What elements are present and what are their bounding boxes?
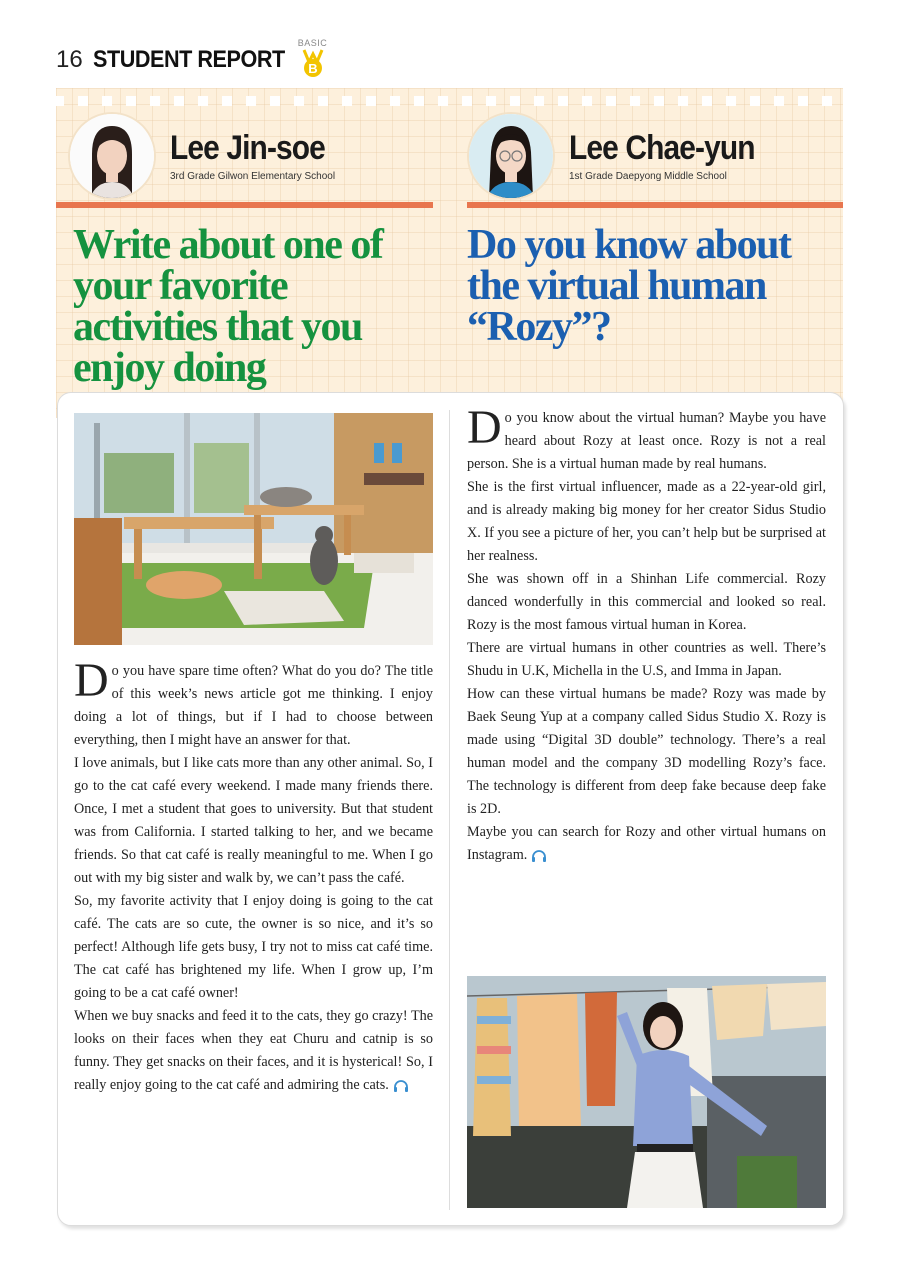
right-rule [467,202,843,208]
badge-label: BASIC [297,38,328,48]
right-paragraph-1: Do you know about the virtual human? Maybe you have heard about Rozy at least once. Rozy is not a real person. She is a virtual human made by real humans. [467,401,826,472]
page-number: 16 [56,46,83,73]
left-paragraph-1: Do you have spare time often? What do you do? The title of this week’s news article got me thinking. I enjoy doing a lot of things, but if I had to choose between everything, then I might have an answer for that. [74,654,433,748]
right-paragraph-3: She was shown off in a Shinhan Life commercial. Rozy danced wonderfully in this commercial and looked so real. Rozy is the most famous virtual human in Korea. [467,571,826,633]
cat-cafe-photo [74,413,433,645]
svg-text:B: B [308,61,318,76]
right-paragraph-5: How can these virtual humans be made? Rozy was made by Baek Seung Yup at a company called Sidus Studio X. Rozy is made using “Digital 3D double” technology. There’s a real human model and the company 3D modelling Rozy’s face. The technology is different from deep fake because deep fake is 2D. [467,686,826,817]
right-paragraph-4: There are virtual humans in other countries as well. There’s Shudu in U.K, Michella in the U.S, and Imma in Japan. [467,640,826,679]
rozy-photo [467,976,826,1208]
left-paragraph-2: I love animals, but I like cats more than any other animal. So, I go to the cat café every weekend. I made many friends there. Once, I met a student that goes to university. But that student was from California. I started talking to her, and we became friends. So that cat café is really meaningful to me. When I go out with my big sister and walk by, we can’t pass the café. [74,755,433,886]
basic-badge [298,40,328,80]
section-title: STUDENT REPORT [92,46,285,73]
column-divider [449,410,450,1210]
left-author-school: 3rd Grade Gilwon Elementary School [170,170,336,182]
right-avatar [467,112,555,200]
left-avatar [68,112,156,200]
left-dropcap: D [74,654,109,707]
page-header [56,40,328,80]
right-headline: Do you know about the virtual human “Rozy”? [467,222,791,350]
left-paragraph-3: So, my favorite activity that I enjoy doing is going to the cat café. The cats are so cute, the owner is so nice, and it’s so perfect! Although life gets busy, I try not to miss cat café time. The cat café has brightened my life. When I grow up, I’m going to be a cat café owner! [74,893,433,1001]
left-paragraph-4: When we buy snacks and feed it to the cats, they go crazy! The looks on their faces when they eat Churu and catnip is so funny. They get snacks on their faces, and it is hysterical! So, I really enjoy going to the cat café and admiring the cats. [74,1008,433,1093]
left-author-name: Lee Jin-soe [170,128,325,167]
right-paragraph-6: Maybe you can search for Rozy and other virtual humans on Instagram. [467,824,826,863]
right-author [467,112,780,200]
left-headline: Write about one of your favorite activities that you enjoy doing [73,222,383,391]
left-rule [56,202,433,208]
right-paragraph-2: She is the first virtual influencer, made as a 22-year-old girl, and is already making big money for her creator Sidus Studio X. If you see a picture of her, you can’t help but be surprised at her realness. [467,479,826,564]
headphones-icon [531,849,547,863]
right-author-name: Lee Chae-yun [569,128,755,167]
headphones-icon [393,1079,409,1093]
right-dropcap: D [467,401,502,454]
right-author-school: 1st Grade Daepyong Middle School [569,170,727,182]
left-author [68,112,346,200]
badge-b-icon [300,48,326,78]
banner-dots [56,96,843,108]
right-article [467,401,826,867]
left-article [74,654,433,1097]
